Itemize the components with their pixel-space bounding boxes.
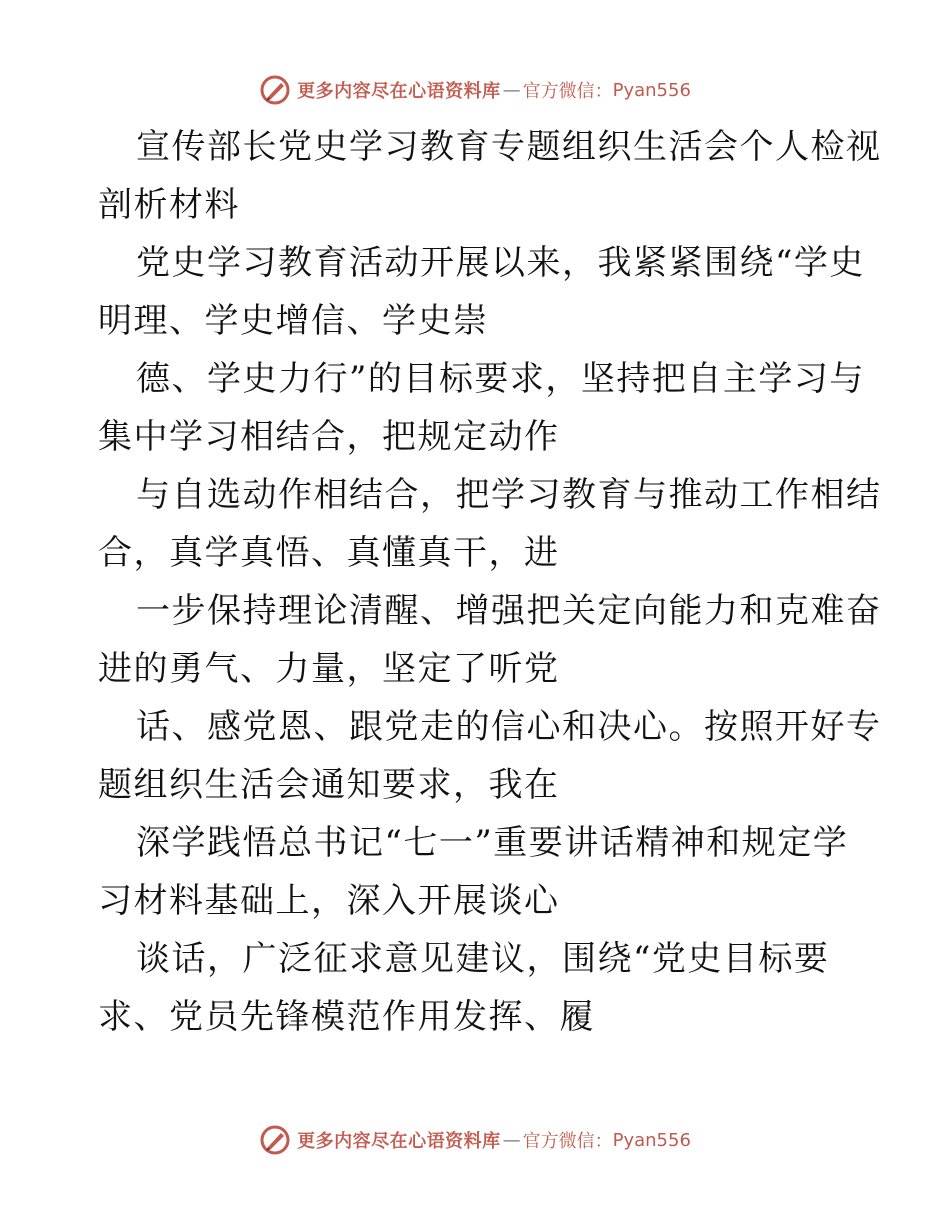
text-line: 剖析材料 bbox=[98, 185, 240, 225]
text-line: 合，真学真悟、真懂真干，进 bbox=[98, 533, 560, 573]
text-line: 宣传部长党史学习教育专题组织生活会个人检视 bbox=[136, 127, 882, 167]
banner-wechat-label: 官方微信： bbox=[522, 81, 613, 102]
text-line: 德、学史力行”的目标要求，坚持把自主学习与 bbox=[136, 359, 865, 399]
banner-wechat-label: 官方微信： bbox=[522, 1131, 613, 1152]
banner-separator: — bbox=[502, 79, 521, 101]
banner-wechat-id: Pyan556 bbox=[612, 1129, 691, 1151]
text-line: 求、党员先锋模范作用发挥、履 bbox=[98, 997, 595, 1037]
banner-wechat-id: Pyan556 bbox=[612, 79, 691, 101]
text-line: 深学践悟总书记“七一”重要讲话精神和规定学 bbox=[136, 823, 849, 863]
text-line: 习材料基础上，深入开展谈心 bbox=[98, 881, 560, 921]
document-body bbox=[98, 118, 882, 1046]
pen-logo-icon bbox=[259, 1124, 291, 1156]
text-line: 话、感党恩、跟党走的信心和决心。按照开好专 bbox=[136, 707, 882, 747]
text-line: 进的勇气、力量，坚定了听党 bbox=[98, 649, 560, 689]
banner-main-text: 更多内容尽在心语资料库 bbox=[297, 81, 501, 102]
text-line: 一步保持理论清醒、增强把关定向能力和克难奋 bbox=[136, 591, 882, 631]
text-line: 与自选动作相结合，把学习教育与推动工作相结 bbox=[136, 475, 882, 515]
banner-separator: — bbox=[502, 1129, 521, 1151]
text-line: 题组织生活会通知要求，我在 bbox=[98, 765, 560, 805]
pen-logo-icon bbox=[259, 74, 291, 106]
header-banner bbox=[0, 70, 950, 110]
text-line: 党史学习教育活动开展以来，我紧紧围绕“学史 bbox=[136, 243, 865, 283]
text-line: 明理、学史增信、学史崇 bbox=[98, 301, 489, 341]
text-line: 集中学习相结合，把规定动作 bbox=[98, 417, 560, 457]
text-line: 谈话，广泛征求意见建议，围绕“党史目标要 bbox=[136, 939, 830, 979]
banner-main-text: 更多内容尽在心语资料库 bbox=[297, 1131, 501, 1152]
footer-banner bbox=[0, 1120, 950, 1160]
